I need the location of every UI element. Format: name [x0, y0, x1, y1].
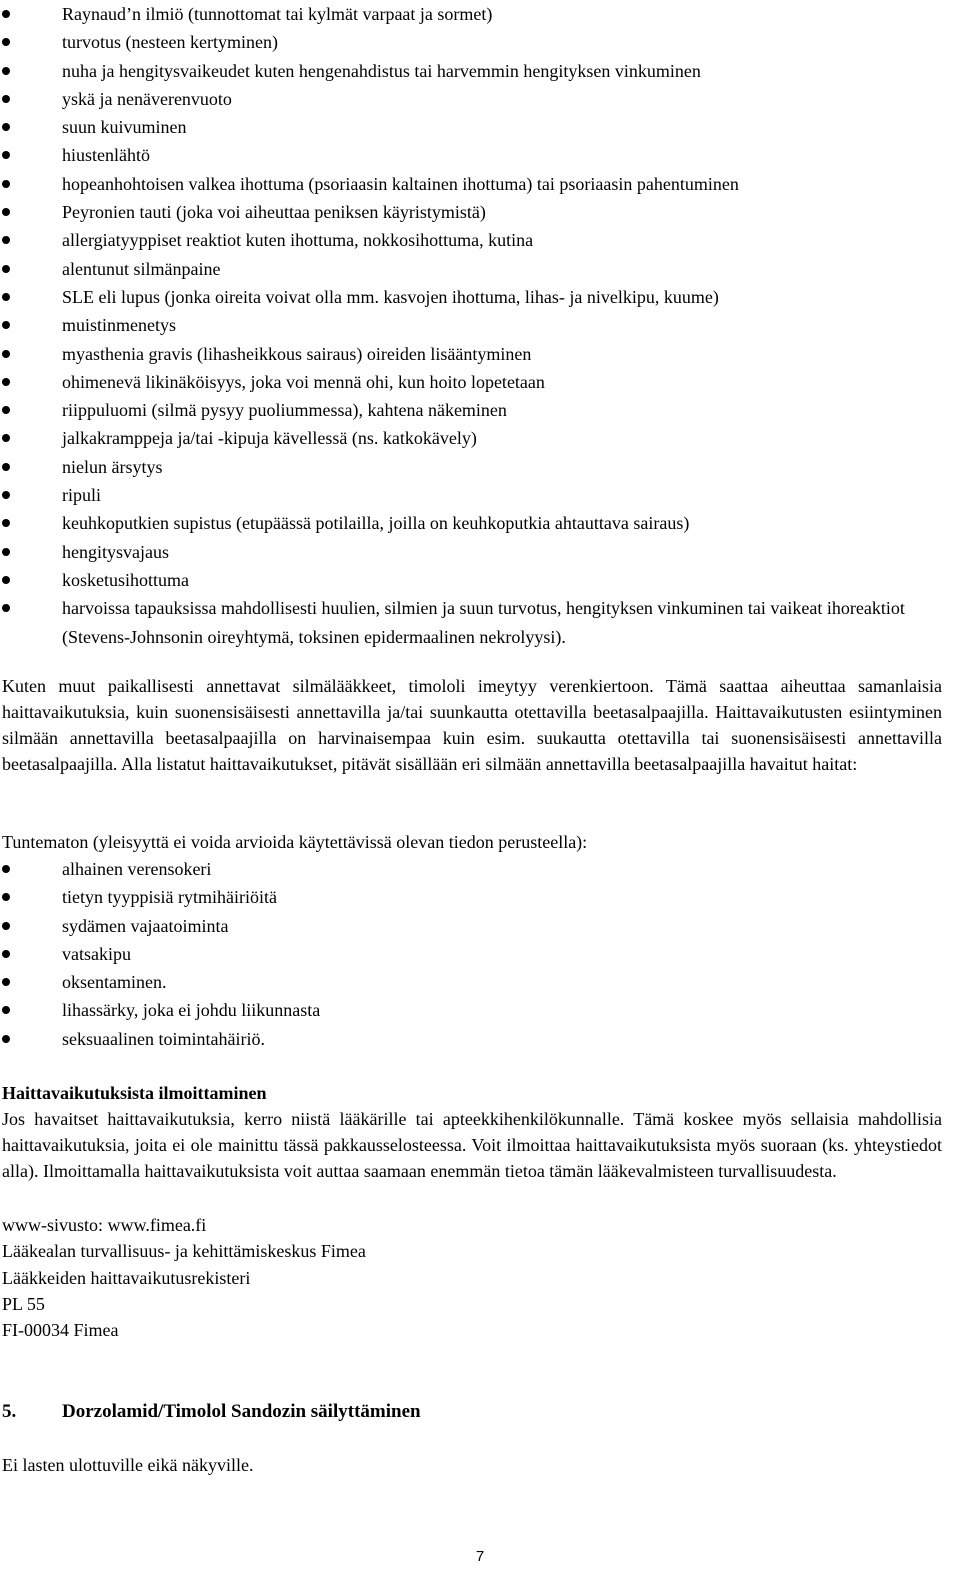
bullet-icon: [2, 519, 10, 527]
list-item: suun kuivuminen: [0, 113, 950, 141]
list-item: myasthenia gravis (lihasheikkous sairaus) oireiden lisääntyminen: [0, 340, 950, 368]
list-item: sydämen vajaatoiminta: [0, 912, 950, 940]
list-item: jalkakramppeja ja/tai -kipuja kävellessä (ns. katkokävely): [0, 424, 950, 452]
contact-line: Lääkkeiden haittavaikutusrekisteri: [2, 1267, 251, 1288]
list-item: ohimenevä likinäköisyys, joka voi mennä ohi, kun hoito lopetetaan: [0, 368, 950, 396]
bullet-icon: [2, 378, 10, 386]
storage-text: Ei lasten ulottuville eikä näkyville.: [2, 1455, 254, 1475]
list-item: seksuaalinen toimintahäiriö.: [0, 1025, 950, 1053]
reporting-heading: Haittavaikutuksista ilmoittaminen: [2, 1083, 267, 1103]
list-item: alentunut silmänpaine: [0, 255, 950, 283]
list-item: muistinmenetys: [0, 311, 950, 339]
list-item: tietyn tyyppisiä rytmihäiriöitä: [0, 883, 950, 911]
bullet-icon: [2, 922, 10, 930]
list-item: lihassärky, joka ei johdu liikunnasta: [0, 996, 950, 1024]
list-item: alhainen verensokeri: [0, 855, 950, 883]
page-number: 7: [475, 1548, 485, 1565]
bullet-icon: [2, 67, 10, 75]
reporting-paragraph: Jos havaitset haittavaikutuksia, kerro niistä lääkärille tai apteekkihenkilökunnalle. Tämä koskee myös sellaisia mahdollisia haittavaikutuksia, joita ei ole mainittu tässä pakkausselosteessa. Voit ilmoittaa haittavaikutuksista myös suoraan (ks. yhteystiedot alla). Ilmoittamalla haittavaikutuksista voit auttaa saamaan enemmän tietoa tämän lääkevalmisteen turvallisuudesta.: [2, 1109, 942, 1181]
bullet-icon: [2, 434, 10, 442]
bullet-icon: [2, 151, 10, 159]
contact-line: Lääkealan turvallisuus- ja kehittämiskeskus Fimea: [2, 1241, 366, 1262]
side-effects-list: [0, 0, 950, 651]
bullet-icon: [2, 293, 10, 301]
bullet-icon: [2, 950, 10, 958]
list-item: harvoissa tapauksissa mahdollisesti huulien, silmien ja suun turvotus, hengityksen vinkuminen tai vaikeat ihoreaktiot (Stevens-Johnsonin oireyhtymä, toksinen epidermaalinen nekrolyysi).: [0, 594, 950, 651]
unknown-frequency-list: [0, 855, 950, 1053]
list-item: kosketusihottuma: [0, 566, 950, 594]
bullet-icon: [2, 236, 10, 244]
list-item: allergiatyyppiset reaktiot kuten ihottuma, nokkosihottuma, kutina: [0, 226, 950, 254]
intro-paragraph: Kuten muut paikallisesti annettavat silmälääkkeet, timololi imeytyy verenkiertoon. Tämä saattaa aiheuttaa samanlaisia haittavaikutuksia, kuin suonensisäisesti annettavilla ja/tai suunkautta otettavilla beetasalpaajilla. Haittavaikutusten esiintyminen silmään annettavilla beetasalpaajilla on harvinaisempaa kuin esim. suukautta otettavilla tai suonensisäisesti annettavilla beetasalpaajilla. Alla listatut haittavaikutukset, pitävät sisällään eri silmään annettavilla beetasalpaajilla havaitut haitat:: [2, 676, 942, 774]
bullet-icon: [2, 463, 10, 471]
bullet-icon: [2, 604, 10, 612]
bullet-icon: [2, 95, 10, 103]
bullet-icon: [2, 1006, 10, 1014]
bullet-icon: [2, 265, 10, 273]
bullet-icon: [2, 978, 10, 986]
section-heading: [2, 1401, 421, 1423]
list-item: oksentaminen.: [0, 968, 950, 996]
list-item: turvotus (nesteen kertyminen): [0, 28, 950, 56]
contact-block: [2, 1212, 366, 1343]
bullet-icon: [2, 576, 10, 584]
list-item: Raynaud’n ilmiö (tunnottomat tai kylmät varpaat ja sormet): [0, 0, 950, 28]
bullet-icon: [2, 10, 10, 18]
list-item: Peyronien tauti (joka voi aiheuttaa peniksen käyristymistä): [0, 198, 950, 226]
contact-line: PL 55: [2, 1293, 45, 1314]
bullet-icon: [2, 548, 10, 556]
section-title: Dorzolamid/Timolol Sandozin säilyttäminen: [62, 1401, 421, 1422]
bullet-icon: [2, 1035, 10, 1043]
bullet-icon: [2, 406, 10, 414]
list-item: nielun ärsytys: [0, 453, 950, 481]
list-item: yskä ja nenäverenvuoto: [0, 85, 950, 113]
section-number: 5.: [2, 1401, 17, 1422]
list-item: vatsakipu: [0, 940, 950, 968]
list-item: keuhkoputkien supistus (etupäässä potilailla, joilla on keuhkoputkia ahtauttava sairaus): [0, 509, 950, 537]
bullet-icon: [2, 38, 10, 46]
bullet-icon: [2, 180, 10, 188]
list-item: hiustenlähtö: [0, 141, 950, 169]
list-item: SLE eli lupus (jonka oireita voivat olla mm. kasvojen ihottuma, lihas- ja nivelkipu, kuume): [0, 283, 950, 311]
list-item: ripuli: [0, 481, 950, 509]
bullet-icon: [2, 893, 10, 901]
bullet-icon: [2, 208, 10, 216]
contact-line: www-sivusto: www.fimea.fi: [2, 1215, 207, 1235]
contact-line: FI-00034 Fimea: [2, 1320, 119, 1341]
list-item: hopeanhohtoisen valkea ihottuma (psoriaasin kaltainen ihottuma) tai psoriaasin pahentuminen: [0, 170, 950, 198]
list-item: hengitysvajaus: [0, 538, 950, 566]
bullet-icon: [2, 350, 10, 358]
bullet-icon: [2, 123, 10, 131]
bullet-icon: [2, 491, 10, 499]
unknown-frequency-intro: Tuntematon (yleisyyttä ei voida arvioida käytettävissä olevan tiedon perusteella):: [2, 832, 588, 852]
list-item: nuha ja hengitysvaikeudet kuten hengenahdistus tai harvemmin hengityksen vinkuminen: [0, 57, 950, 85]
list-item: riippuluomi (silmä pysyy puoliummessa), kahtena näkeminen: [0, 396, 950, 424]
bullet-icon: [2, 865, 10, 873]
bullet-icon: [2, 321, 10, 329]
